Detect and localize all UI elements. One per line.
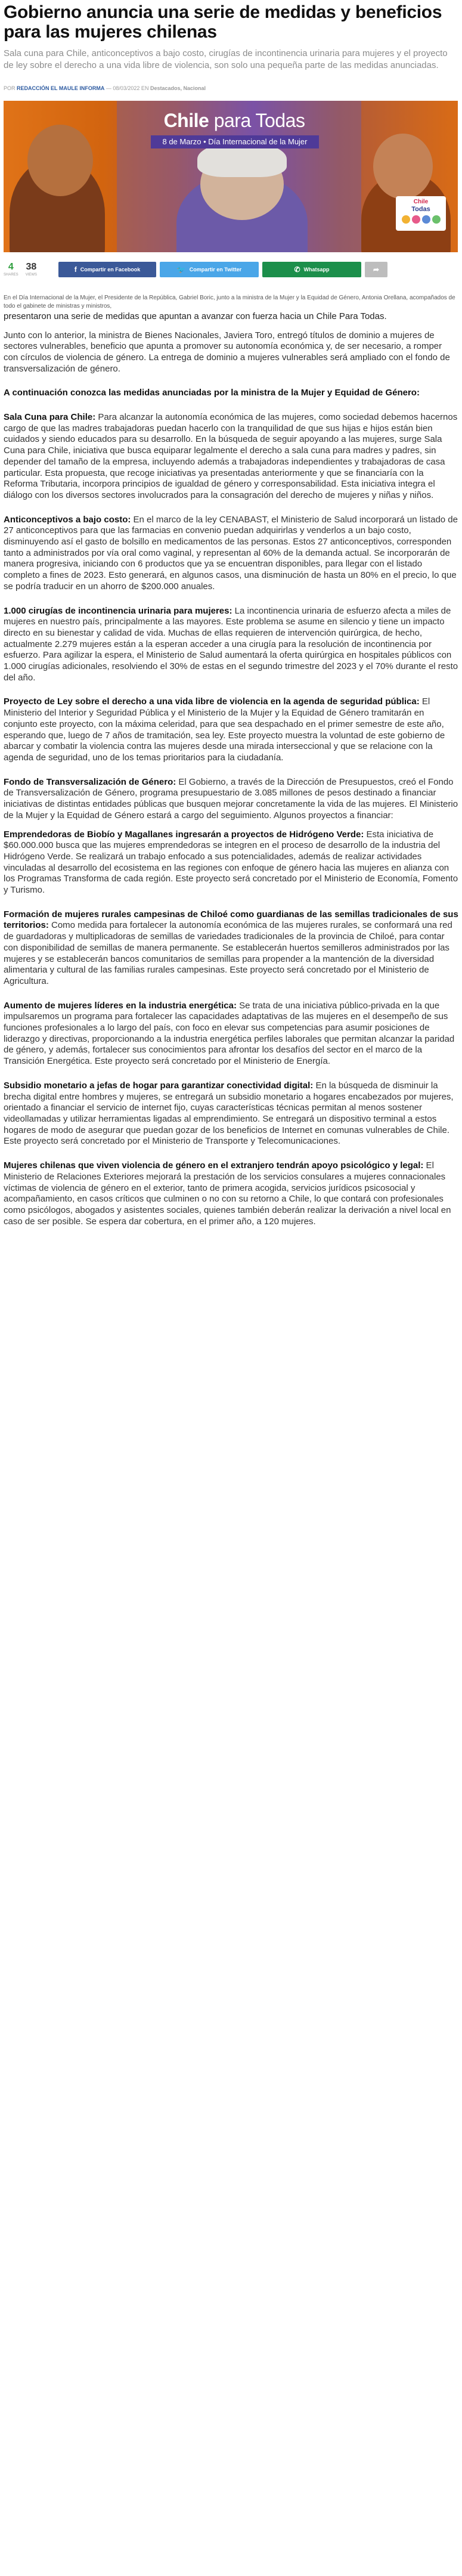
measure-title: Proyecto de Ley sobre el derecho a una vida libre de violencia en la agenda de seguridad pública: [4,696,420,707]
article-lead: presentaron una serie de medidas que apuntan a avanzar con fuerza hacia un Chile Para Todas. [4,311,387,321]
measure-title: 1.000 cirugías de incontinencia urinaria para mujeres: [4,605,232,616]
project-energia [4,1001,458,1067]
views-count [26,262,37,277]
badge-face-icon [432,215,441,224]
project-text: Como medida para fortalecer la autonomía económica de las mujeres rurales, se conformará una red de guardadoras y multiplicadoras de semillas de variedades tradicionales de la provincia de Chiloé, para contar con disponibilidad de semillas de manera permanente. Se establecerán huertos semilleros administrados por las mujeres y se establecerán bancos comunitarios de semillas para propender a la mantención de la diversidad alimentaria y cultural de las familias rurales campesinas. Este proyecto será concretado por el Ministerio de Agricultura. [4,920,452,986]
project-text: Se trata de una iniciativa público-privada en la que impulsaremos un programa para fortalecer las capacidades adaptativas de las mujeres en el desempeño de sus funciones profesionales a lo largo del país, con foco en elevar sus competencias para asumir posiciones de liderazgo y directivas, proporcionando a la industria energética perfiles laborales que permitan alcanzar la paridad de género, y además, fortalecer sus conocimientos para afrontar los desafíos del sector en el marco de la Transición Energética. Este proyecto será concretado por el Ministerio de Energía. [4,1000,455,1067]
publish-date: — 08/03/2022 EN [106,85,149,91]
badge-faces [398,215,444,224]
project-title: Aumento de mujeres líderes en la industria energética: [4,1000,237,1011]
shares-label: SHARES [4,273,18,277]
share-more-button[interactable] [365,262,387,277]
hero-logo-badge [396,196,446,231]
hero-banner-title-bold: Chile [163,110,209,131]
author-link[interactable]: REDACCIÓN EL MAULE INFORMA [17,85,105,91]
measure-text: El Gobierno, a través de la Dirección de Presupuestos, creó el Fondo de Transversalización de Género, programa presupuestario de 3.085 millones de pesos destinado a financiar iniciativas de distintas entidades públicas que busquen mejorar concretamente la vida de las mujeres. El Ministerio de la Mujer y la Equidad de Género estará a cargo del seguimiento. Algunos proyectos a financiar: [4,776,458,821]
shares-number: 4 [8,262,14,272]
article-body [4,330,458,1228]
share-whatsapp-label: Whatsapp [303,267,330,273]
share-bar [4,259,458,280]
project-subsidio [4,1080,458,1147]
facebook-icon: f [74,265,77,274]
project-title: Emprendedoras de Biobío y Magallanes ingresarán a proyectos de Hidrógeno Verde: [4,829,364,840]
hero-banner-date: 8 de Marzo • Día Internacional de la Mujer [151,135,319,148]
measure-text: El Ministerio del Interior y Seguridad Pública y el Ministerio de la Mujer y la Equidad de Género tramitarán en conjunto este proyecto, con la máxima celeridad, para que sea despachado en el primer semestre de este año, esperando que, luego de 7 años de tramitación, sea ley. Este proyecto muestra la voluntad de este gobierno de abarcar y combatir la violencia contra las mujeres desde una mirada interseccional y que se relacione con la agenda de seguridad, uno de los temas prioritarios para la ciudadanía. [4,696,445,763]
project-title: Subsidio monetario a jefas de hogar para garantizar conectividad digital: [4,1080,314,1091]
twitter-icon: 🐦 [176,265,186,274]
share-arrow-icon: ➦ [373,265,380,274]
project-title: Formación de mujeres rurales campesinas de Chiloé como guardianas de las semillas tradicionales de sus territorios: [4,909,458,931]
categories-link[interactable]: Destacados, Nacional [150,85,206,91]
share-facebook-button[interactable] [58,262,156,277]
measure-fondo [4,777,458,822]
share-facebook-label: Compartir en Facebook [80,267,141,273]
article-subtitle: Sala cuna para Chile, anticonceptivos a bajo costo, cirugías de incontinencia urinaria para mujeres y el proyecto de ley sobre el derecho a una vida libre de violencia, son solo una pequeña parte de las medidas anunciadas. [4,48,448,70]
body-paragraph: Junto con lo anterior, la ministra de Bienes Nacionales, Javiera Toro, entregó títulos de dominio a mujeres de sectores vulnerables, beneficio que apunta a promover su autonomía económica y, de ser necesario, a romper con círculos de violencia de género. La entrega de dominio a mujeres vulnerables será ampliado con el fondo de transversalización de género. [4,330,450,374]
hero-banner-title [154,109,315,132]
measures-heading: A continuación conozca las medidas anunciadas por la ministra de la Mujer y Equidad de Género: [4,388,420,398]
share-twitter-label: Compartir en Twitter [189,267,242,273]
share-whatsapp-button[interactable] [262,262,361,277]
article-page [0,0,462,1227]
badge-mid-text: Todas [411,206,430,213]
hero-banner-title-thin: para Todas [209,110,305,131]
project-text: Esta iniciativa de $60.000.000 busca que las mujeres emprendedoras se integren en el proceso de desarrollo de la industria del Hidrógeno Verde. Se realizará un trabajo enfocado a sus potencialidades, además de realizar actividades vinculadas al desarrollo del ecosistema en las regiones con enfoque de género hacia las mujeres en alianza con los Programas Transforma de cada región. Este proyecto será concretado por el Ministerio de Economía, Fomento y Turismo. [4,829,458,896]
badge-face-icon [412,215,420,224]
hero-person-right-head [373,134,433,199]
whatsapp-icon: ✆ [294,265,300,274]
project-chiloe [4,909,458,987]
views-label: VIEWS [25,273,38,277]
measure-title: Sala Cuna para Chile: [4,412,96,423]
badge-face-icon [422,215,430,224]
share-twitter-button[interactable] [160,262,259,277]
project-text: El Ministerio de Relaciones Exteriores mejorará la prestación de los servicios consulares a mujeres connacionales víctimas de violencia de género en el exterior, tanto de primera acogida, servicios jurídicos psicosocial y acompañamiento, en casos críticos que culminen o no con su retorno a Chile, lo que contará con profesionales como psicólogos, abogados y asistentes sociales, quienes también deberán realizar la derivación a nivel local en caso de ser posible. Se espera dar cobertura, en el primer año, a 120 mujeres. [4,1160,451,1227]
badge-top-text: Chile [413,199,429,205]
measure-sala-cuna [4,412,458,501]
measure-title: Anticonceptivos a bajo costo: [4,514,131,525]
article-meta [4,85,458,92]
project-hidrogeno [4,829,458,896]
hero-banner [154,109,315,135]
project-text: En la búsqueda de disminuir la brecha digital entre hombres y mujeres, se entregará un subsidio monetario a hogares encabezados por mujeres, orientado a financiar el servicio de internet fijo, cuyas características técnicas permitan al menos sostener videollamadas y utilizar herramientas ligadas al emprendimiento. Se entregará un dispositivo terminal a estos hogares de modo de asegurar que puedan gozar de los beneficios de Internet en comunas vulnerables de Chile. Este proyecto será concretado por el Ministerio de Transporte y Telecomunicaciones. [4,1080,454,1147]
project-exterior [4,1160,458,1227]
hero-image [4,101,458,252]
meta-prefix: POR [4,85,15,91]
measure-title: Fondo de Transversalización de Género: [4,776,176,787]
views-number: 38 [26,262,37,272]
shares-count [4,262,18,277]
measure-text: Para alcanzar la autonomía económica de las mujeres, como sociedad debemos hacernos cargo de que las madres trabajadoras puedan hacerlo con la tranquilidad de que sus hijas e hijos están bien cuidados y siendo educados para su desarrollo. En la búsqueda de seguir apoyando a las mujeres, surge Sala Cuna para Chile, iniciativa que busca equiparar legalmente el derecho a sala cuna para madres y padres, sin depender del tamaño de la empresa, incluyendo además a trabajadoras independientes y trabajadoras de casa particular. Esta propuesta, que recoge iniciativas ya presentadas anteriormente y que se financiaría con la Reforma Tributaria, incorpora principios de igualdad de género y corresponsabilidad. Esta iniciativa integra el diálogo con los diversos sectores involucrados para la consagración del derecho de mujeres y niñas y niños. [4,412,458,500]
badge-face-icon [402,215,410,224]
measure-proyecto-ley [4,696,458,763]
image-caption: En el Día Internacional de la Mujer, el Presidente de la República, Gabriel Boric, junto a la ministra de la Mujer y la Equidad de Género, Antonia Orellana, acompañados de todo el gabinete de ministras y ministros, [4,295,455,309]
measure-text: La incontinencia urinaria de esfuerzo afecta a miles de mujeres en nuestro país, principalmente a las mayores. Este problema se asume en silencio y tiene un impacto directo en su bienestar y calidad de vida. Muchas de ellas requieren de intervención quirúrgica, de hecho, actualmente 2.279 mujeres están a la esperan acceder a una cirugía para la resolución de incontinencia por esfuerzo. Para agilizar la espera, el Ministerio de Salud aumentará la oferta quirúrgica en hospitales públicos con 1.000 cirugías adicionales, resolviendo el 30% de estas en el segundo trimestre del 2023 y el 70% durante el resto del año. [4,605,458,683]
measure-anticonceptivos [4,515,458,593]
measure-text: En el marco de la ley CENABAST, el Ministerio de Salud incorporará un listado de 27 anticonceptivos para que las farmacias en convenio puedan adquirirlas y venderlos a un bajo costo, disminuyendo así el gasto de bolsillo en medicamentos de las personas. Estos 27 anticonceptivos, corresponden tanto a administrados por vía oral como vaginal, y representan al 60% de la demanda actual. Se incorporarán de manera progresiva, iniciando con 6 productos que ya se encuentran disponibles, para llegar con el listado completo a fines de 2023. Esto generará, en algunos casos, una disminución de hasta un 80% en el precio, lo que se podría traducir en un ahorro de $200.000 anuales. [4,514,458,592]
article-title: Gobierno anuncia una serie de medidas y beneficios para las mujeres chilenas [4,2,442,42]
share-counts [4,262,58,277]
measure-cirugias [4,606,458,684]
hero-person-left-head [27,125,93,196]
project-title: Mujeres chilenas que viven violencia de género en el extranjero tendrán apoyo psicológico y legal: [4,1160,424,1171]
